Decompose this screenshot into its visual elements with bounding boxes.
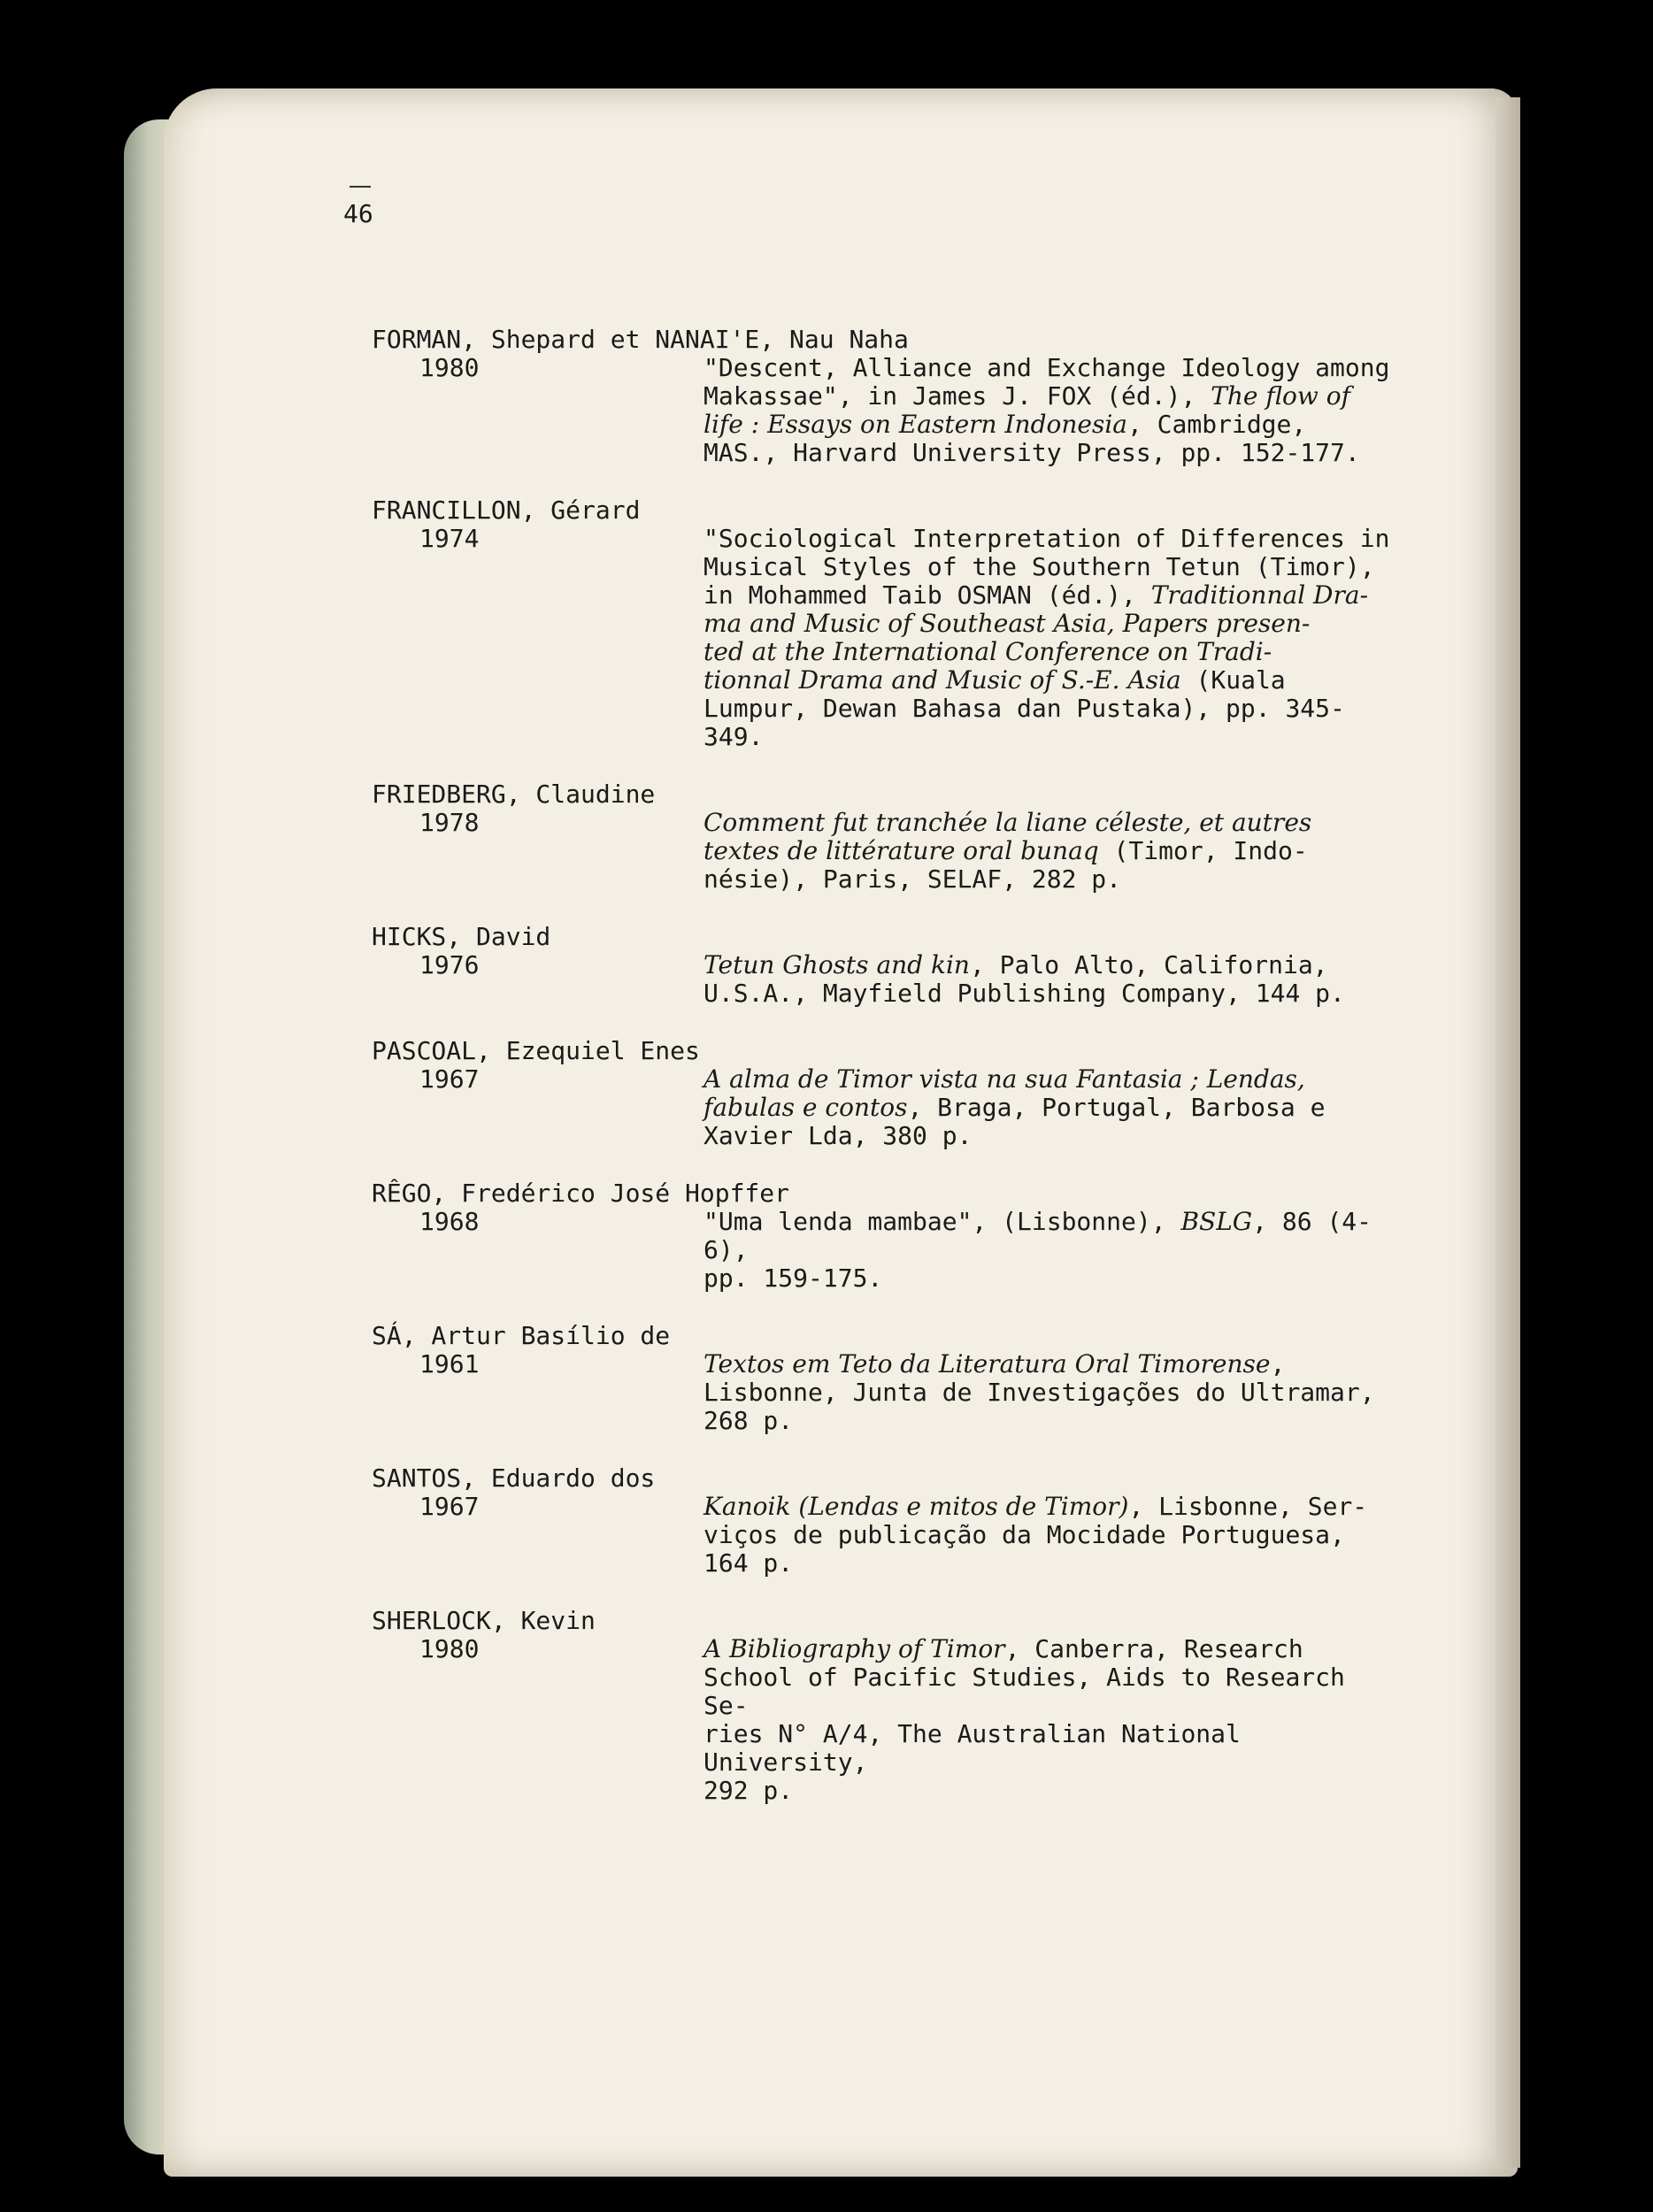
bibliography-entry — [372, 1037, 1434, 1150]
bibliography-entry — [372, 1607, 1434, 1805]
reference-title-text: A alma de Timor vista na sua Fantasia ; Lendas, — [703, 1064, 1305, 1094]
entry-reference — [703, 809, 1403, 894]
entry-year: 1980 — [419, 353, 480, 382]
reference-text: nésie), Paris, SELAF, 282 p. — [703, 864, 1122, 894]
reference-title-text: Textos em Teto da Literatura Oral Timorense — [703, 1349, 1271, 1379]
reference-title-text: Kanoik (Lendas e mitos de Timor) — [703, 1492, 1129, 1521]
entry-year: 1974 — [419, 524, 480, 553]
reference-line — [703, 610, 1403, 638]
reference-text: "Uma lenda mambae", (Lisbonne), — [703, 1207, 1181, 1236]
entry-author: SÁ, Artur Basílio de — [372, 1321, 671, 1350]
reference-line — [703, 1549, 1403, 1578]
reference-line — [703, 1521, 1403, 1549]
reference-title-text: Comment fut tranchée la liane céleste, et autres — [703, 808, 1312, 837]
reference-text: Musical Styles of the Southern Tetun (Timor), — [703, 552, 1375, 581]
bibliography-entry — [372, 923, 1434, 1008]
reference-line — [703, 411, 1403, 439]
entry-author: FRANCILLON, Gérard — [372, 495, 641, 525]
reference-line — [703, 865, 1403, 894]
reference-line — [703, 1635, 1403, 1663]
reference-line — [703, 525, 1403, 553]
reference-text: , Canberra, Research — [1004, 1634, 1303, 1663]
reference-text: , Palo Alto, California, — [969, 950, 1328, 979]
bibliography-list — [372, 326, 1434, 1834]
entry-year: 1961 — [419, 1349, 480, 1379]
reference-text: pp. 159-175. — [703, 1263, 883, 1293]
reference-title-text: fabulas e contos — [703, 1093, 908, 1122]
reference-text: Lisbonne, Junta de Investigações do Ultramar, — [703, 1378, 1375, 1407]
reference-title-text: BSLG — [1180, 1207, 1253, 1236]
page-number: 46 — [343, 199, 373, 228]
page-number-mark — [350, 186, 371, 188]
reference-line — [703, 695, 1403, 751]
reference-title-text: ma and Music of Southeast Asia, Papers presen- — [703, 609, 1311, 638]
reference-line — [703, 837, 1403, 865]
entry-reference — [703, 1493, 1403, 1578]
entry-author: SHERLOCK, Kevin — [372, 1606, 596, 1635]
entry-reference — [703, 951, 1403, 1008]
reference-line — [703, 1493, 1403, 1521]
entry-reference — [703, 1350, 1403, 1435]
entry-year: 1967 — [419, 1064, 480, 1094]
reference-text: (Timor, Indo- — [1098, 836, 1308, 865]
reference-title-text: Tetun Ghosts and kin — [703, 950, 970, 979]
entry-reference — [703, 1635, 1403, 1805]
entry-author: RÊGO, Fredérico José Hopffer — [372, 1179, 790, 1208]
bibliography-entry — [372, 326, 1434, 467]
reference-title-text: A Bibliography of Timor — [703, 1634, 1005, 1663]
entry-author: SANTOS, Eduardo dos — [372, 1463, 656, 1493]
bibliography-entry — [372, 1322, 1434, 1435]
reference-text: , Lisbonne, Ser- — [1128, 1492, 1368, 1521]
reference-title-text: textes de littérature oral bunaq — [703, 836, 1099, 865]
reference-text: , 86 (4-6), — [703, 1207, 1372, 1264]
entry-author: FRIEDBERG, Claudine — [372, 780, 656, 809]
entry-year: 1976 — [419, 950, 480, 979]
reference-line — [703, 1663, 1403, 1720]
reference-line — [703, 1208, 1403, 1264]
reference-text: in Mohammed Taib OSMAN (éd.), — [703, 580, 1151, 610]
entry-year: 1967 — [419, 1492, 480, 1521]
entry-author: PASCOAL, Ezequiel Enes — [372, 1036, 700, 1065]
reference-line — [703, 1350, 1403, 1379]
reference-text: 164 p. — [703, 1548, 794, 1578]
reference-title-text: ted at the International Conference on Tradi- — [703, 637, 1272, 666]
reference-text: , — [1270, 1349, 1286, 1379]
bibliography-entry — [372, 496, 1434, 751]
reference-text: viços de publicação da Mocidade Portuguesa, — [703, 1520, 1345, 1549]
reference-line — [703, 439, 1403, 467]
reference-title-text: Traditionnal Dra- — [1150, 580, 1369, 610]
reference-line — [703, 1379, 1403, 1407]
reference-text: , Cambridge, — [1126, 410, 1307, 439]
reference-line — [703, 1720, 1403, 1777]
entry-year: 1968 — [419, 1207, 480, 1236]
entry-reference — [703, 525, 1403, 751]
reference-line — [703, 581, 1403, 610]
reference-text: ries N° A/4, The Australian National University, — [703, 1719, 1241, 1777]
reference-text: , Braga, Portugal, Barbosa e — [907, 1093, 1326, 1122]
reference-line — [703, 1264, 1403, 1293]
reference-line — [703, 1122, 1403, 1150]
reference-line — [703, 809, 1403, 837]
bibliography-entry — [372, 780, 1434, 894]
reference-text: (Kuala — [1180, 665, 1286, 695]
reference-title-text: The flow of — [1211, 381, 1350, 411]
reference-text: U.S.A., Mayfield Publishing Company, 144 p. — [703, 979, 1345, 1008]
reference-text: Xavier Lda, 380 p. — [703, 1121, 973, 1150]
reference-text: School of Pacific Studies, Aids to Research Se- — [703, 1663, 1345, 1720]
reference-line — [703, 553, 1403, 581]
reference-title-text: tionnal Drama and Music of S.-E. Asia — [703, 665, 1181, 695]
reference-text: Makassae", in James J. FOX (éd.), — [703, 381, 1211, 411]
book-binding-shadow — [1495, 97, 1520, 2168]
reference-line — [703, 382, 1403, 411]
reference-line — [703, 638, 1403, 666]
reference-line — [703, 979, 1403, 1008]
entry-year: 1980 — [419, 1634, 480, 1663]
entry-reference — [703, 354, 1403, 467]
entry-year: 1978 — [419, 808, 480, 837]
reference-text: MAS., Harvard University Press, pp. 152-177. — [703, 438, 1360, 467]
reference-title-text: life : Essays on Eastern Indonesia — [703, 410, 1127, 439]
entry-author: FORMAN, Shepard et NANAI'E, Nau Naha — [372, 325, 909, 354]
reference-text: 292 p. — [703, 1776, 794, 1805]
reference-line — [703, 1094, 1403, 1122]
bibliography-entry — [372, 1179, 1434, 1293]
reference-text: 268 p. — [703, 1406, 794, 1435]
reference-text: "Descent, Alliance and Exchange Ideology among — [703, 353, 1390, 382]
reference-line — [703, 951, 1403, 979]
reference-line — [703, 1065, 1403, 1094]
reference-text: Lumpur, Dewan Bahasa dan Pustaka), pp. 345-349. — [703, 694, 1345, 751]
reference-text: "Sociological Interpretation of Differences in — [703, 524, 1390, 553]
reference-line — [703, 1777, 1403, 1805]
entry-author: HICKS, David — [372, 922, 551, 951]
reference-line — [703, 666, 1403, 695]
reference-line — [703, 354, 1403, 382]
entry-reference — [703, 1208, 1403, 1293]
entry-reference — [703, 1065, 1403, 1150]
bibliography-entry — [372, 1464, 1434, 1578]
reference-line — [703, 1407, 1403, 1435]
